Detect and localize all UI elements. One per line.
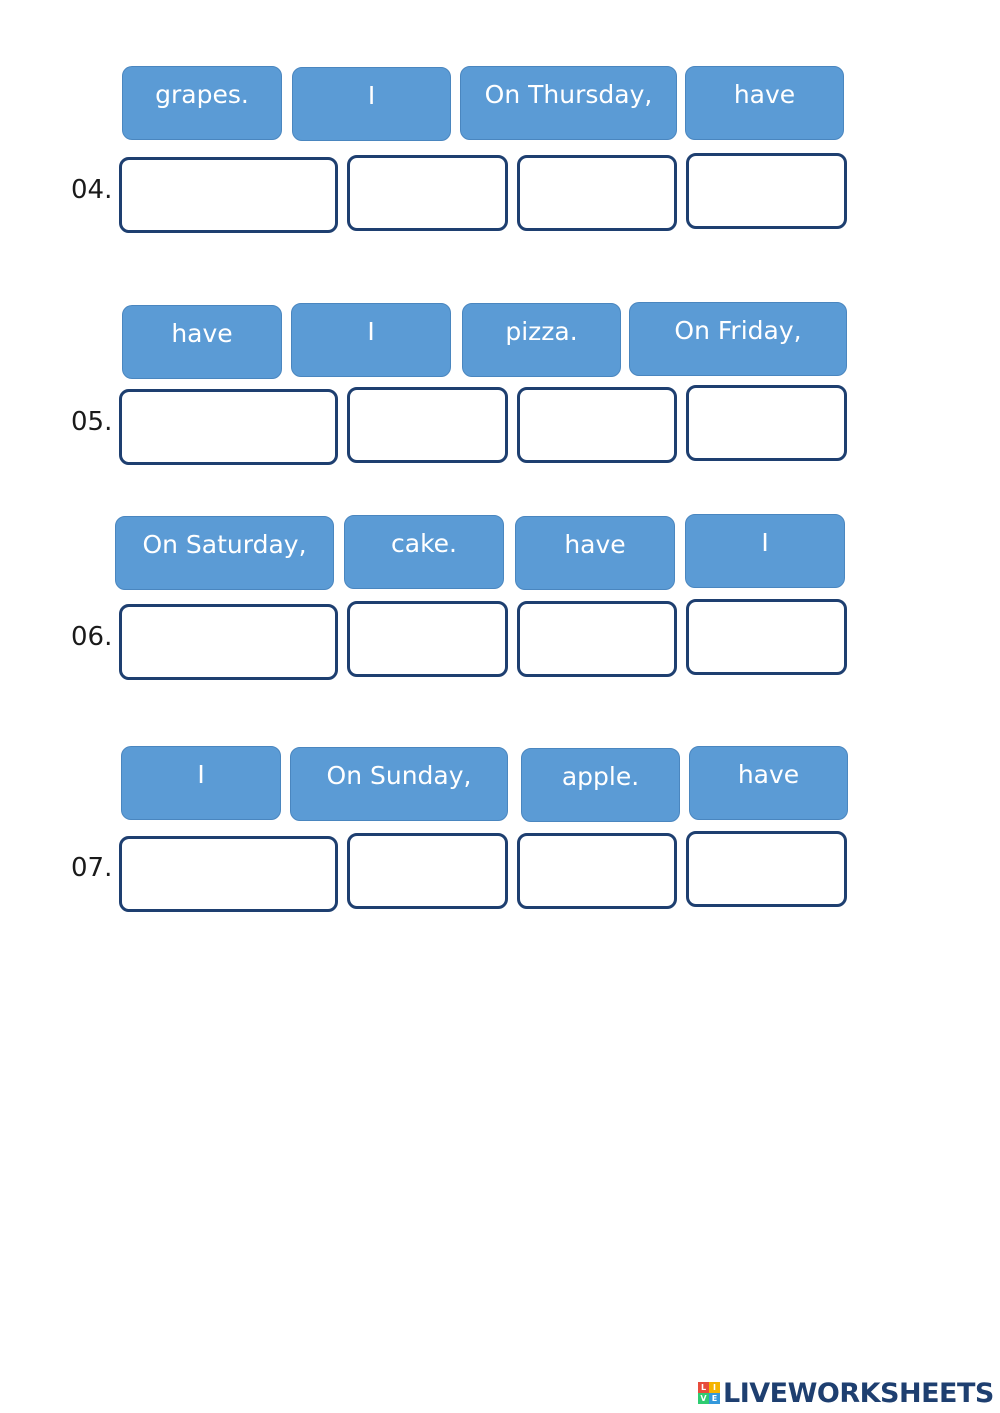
word-tile[interactable]: I [292, 67, 451, 141]
answer-slot[interactable] [517, 387, 677, 463]
word-tile[interactable]: On Sunday, [290, 747, 508, 821]
word-tile[interactable]: have [689, 746, 848, 820]
word-tile[interactable]: pizza. [462, 303, 621, 377]
word-tile[interactable]: have [122, 305, 282, 379]
brand-name: LIVEWORKSHEETS [723, 1377, 994, 1409]
exercise-number: 04. [71, 175, 113, 205]
answer-slot[interactable] [119, 157, 338, 233]
word-tile[interactable]: grapes. [122, 66, 282, 140]
logo-cell: I [709, 1382, 720, 1393]
liveworksheets-logo-icon [698, 1382, 720, 1404]
logo-cell: V [698, 1393, 709, 1404]
answer-slot[interactable] [517, 601, 677, 677]
word-tile[interactable]: have [685, 66, 844, 140]
word-tile[interactable]: I [121, 746, 281, 820]
logo-cell: L [698, 1382, 709, 1393]
exercise-number: 06. [71, 622, 113, 652]
word-tile[interactable]: On Thursday, [460, 66, 677, 140]
word-tile[interactable]: On Friday, [629, 302, 847, 376]
word-tile[interactable]: I [291, 303, 451, 377]
answer-slot[interactable] [347, 601, 508, 677]
word-tile[interactable]: have [515, 516, 675, 590]
exercise-number: 05. [71, 407, 113, 437]
answer-slot[interactable] [517, 155, 677, 231]
answer-slot[interactable] [347, 155, 508, 231]
word-tile[interactable]: I [685, 514, 845, 588]
answer-slot[interactable] [347, 387, 508, 463]
answer-slot[interactable] [347, 833, 508, 909]
answer-slot[interactable] [517, 833, 677, 909]
word-tile[interactable]: On Saturday, [115, 516, 334, 590]
answer-slot[interactable] [686, 599, 847, 675]
exercise-number: 07. [71, 853, 113, 883]
word-tile[interactable]: apple. [521, 748, 680, 822]
answer-slot[interactable] [119, 836, 338, 912]
liveworksheets-brand [698, 1377, 994, 1409]
answer-slot[interactable] [119, 389, 338, 465]
word-tile[interactable]: cake. [344, 515, 504, 589]
logo-cell: E [709, 1393, 720, 1404]
answer-slot[interactable] [686, 385, 847, 461]
answer-slot[interactable] [686, 831, 847, 907]
answer-slot[interactable] [119, 604, 338, 680]
answer-slot[interactable] [686, 153, 847, 229]
